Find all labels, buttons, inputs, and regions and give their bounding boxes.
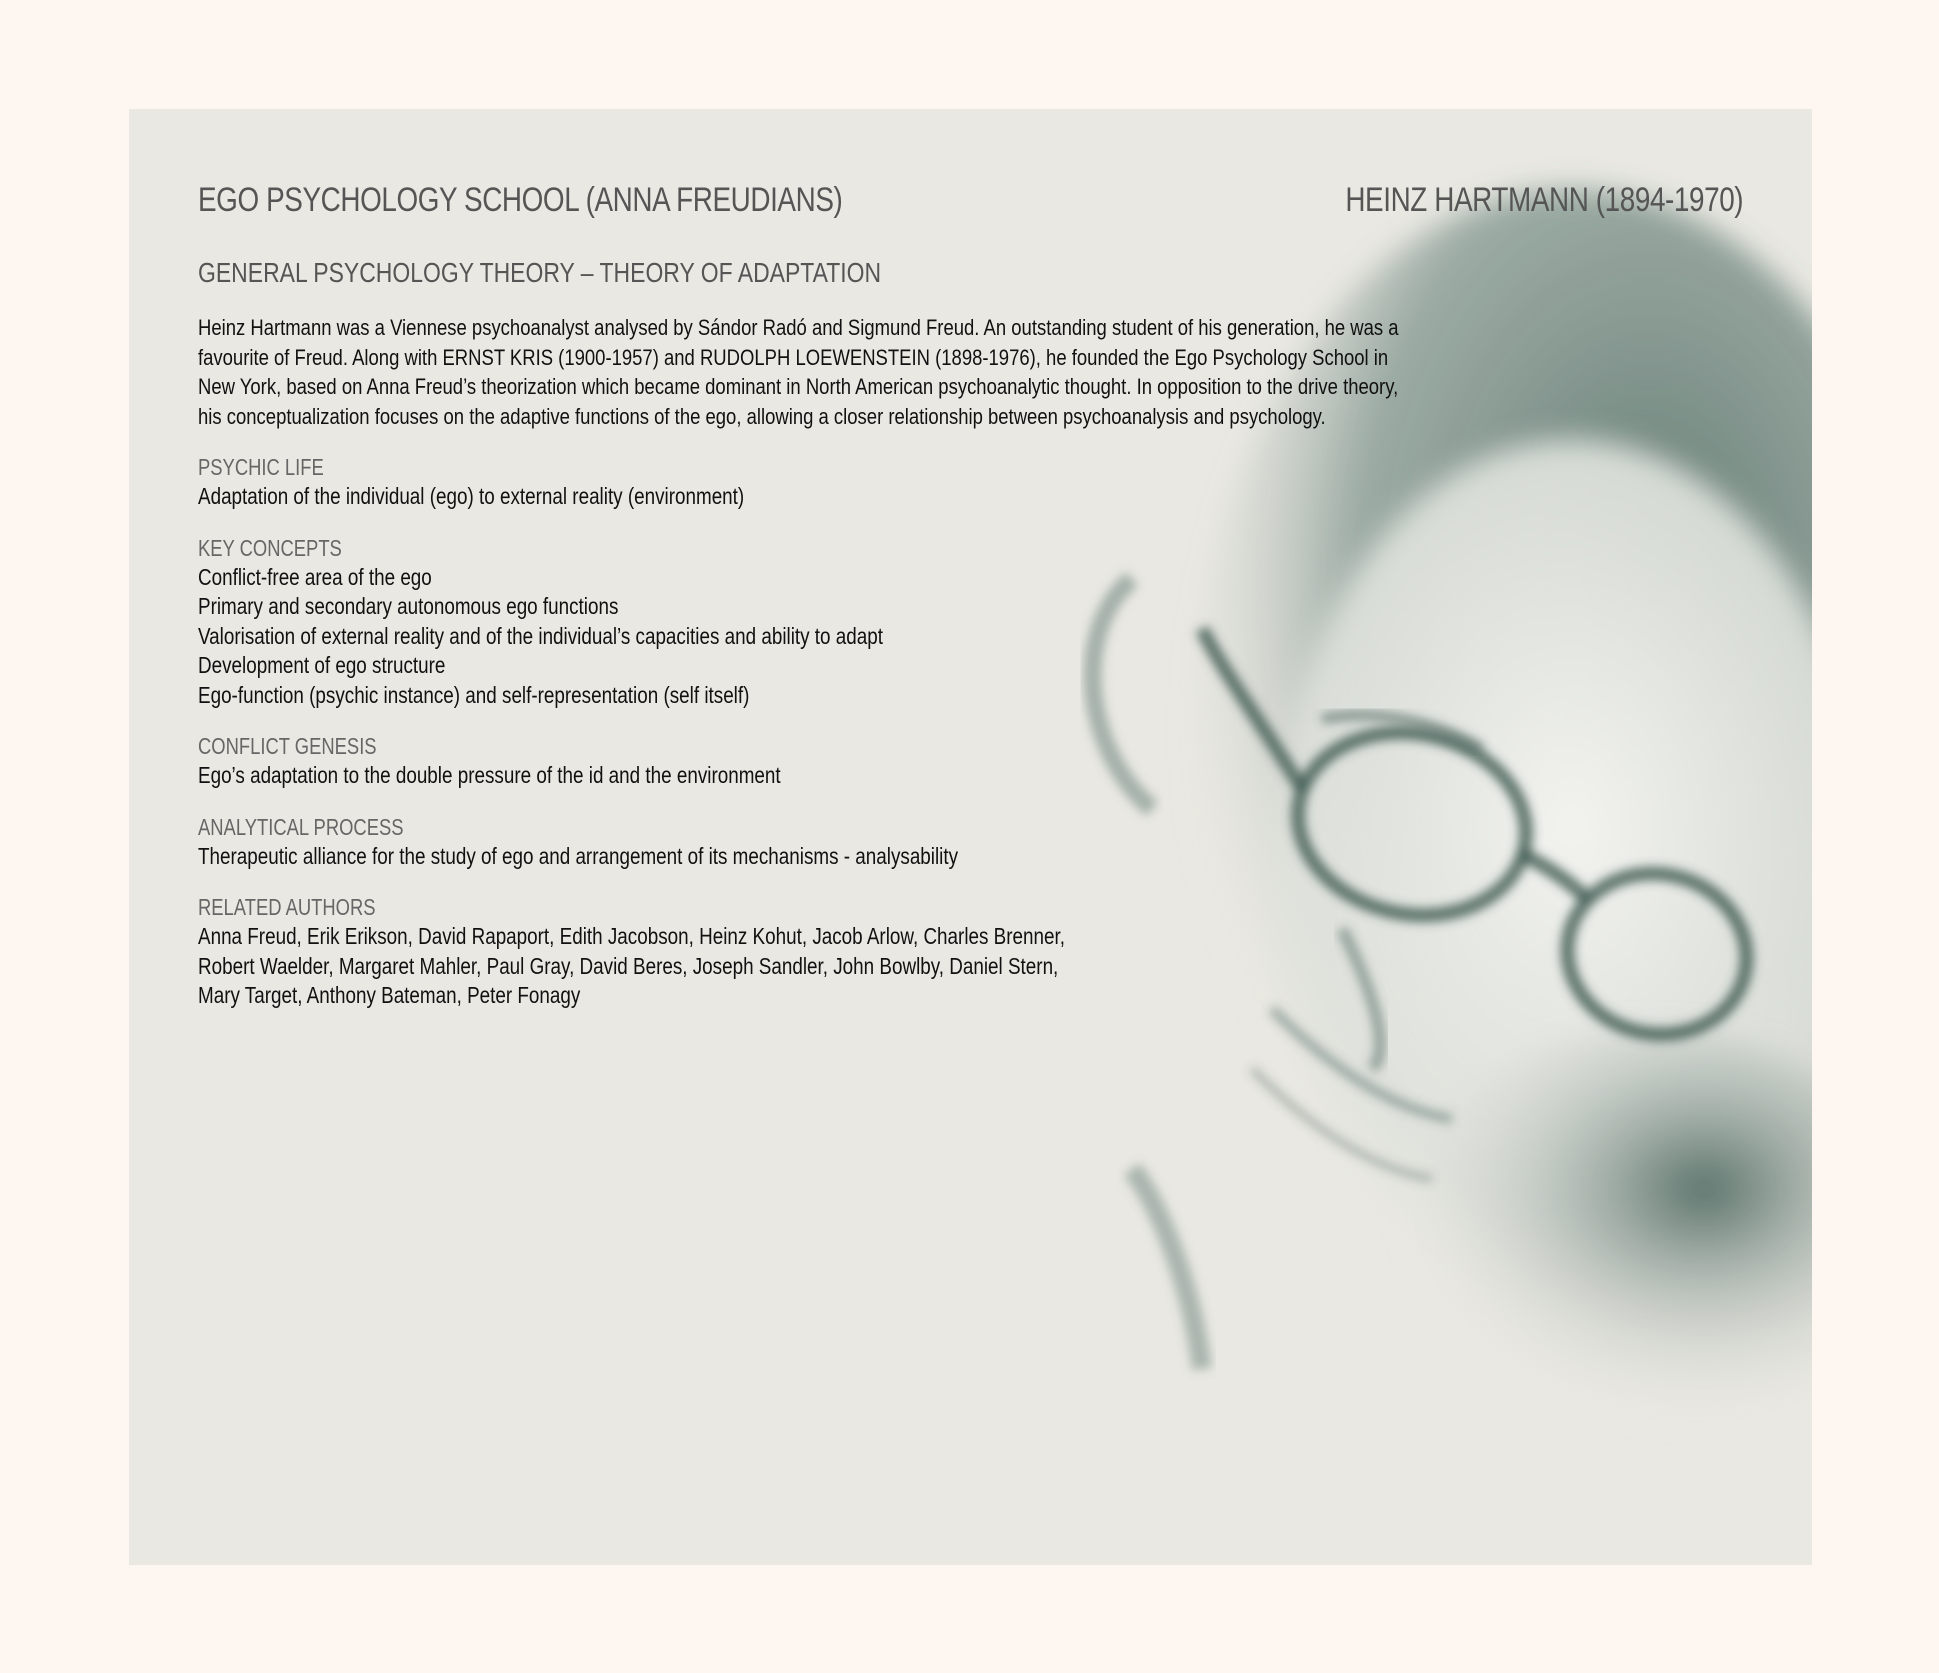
section-label: ANALYTICAL PROCESS [198,813,404,840]
intro-paragraph: Heinz Hartmann was a Viennese psychoanalyst analysed by Sándor Radó and Sigmund Freud. An outstanding student of his generation, he was a favourite of Freud. Along with ERNST KRIS (1900-1957) and RUDOLPH LOEWENSTEIN (1898-1976), he founded the Ego Psychology School in New York, based on Anna Freud’s theorization which became dominant in North American psychoanalytic thought. In opposition to the drive theory, his conceptualization focuses on the adaptive functions of the ego, allowing a closer relationship between psychoanalysis and psychology. [198,315,1399,429]
section-label: CONFLICT GENESIS [198,733,377,759]
section-line: Ego’s adaptation to the double pressure of the id and the environment [198,762,781,788]
section-line: Valorisation of external reality and of the individual’s capacities and ability to adapt [198,622,883,649]
content-panel [129,109,1812,1565]
section-line: Adaptation of the individual (ego) to external reality (environment) [198,483,745,509]
school-title: EGO PSYCHOLOGY SCHOOL (ANNA FREUDIANS) [198,181,843,219]
section-line: Primary and secondary autonomous ego functions [198,593,619,619]
section-label: PSYCHIC LIFE [198,454,324,480]
section-conflict-genesis [198,732,1743,791]
section-line: Development of ego structure [198,652,446,678]
section-line: Conflict-free area of the ego [198,563,432,590]
section-psychic-life [198,453,1743,512]
related-authors-list: Anna Freud, Erik Erikson, David Rapaport, Edith Jacobson, Heinz Kohut, Jacob Arlow, Charles Brenner, Robert Waelder, Margaret Mahler, Paul Gray, David Beres, Joseph Sandler, John Bowlby, Daniel Stern, Mary Target, Anthony Bateman, Peter Fonagy [198,923,1065,1008]
section-label: RELATED AUTHORS [198,894,376,920]
section-related-authors [198,893,1743,1011]
header-row [198,169,1743,235]
theory-subtitle: GENERAL PSYCHOLOGY THEORY – THEORY OF ADAPTATION [198,257,882,288]
section-key-concepts [198,534,1743,711]
section-analytical-process [198,813,1743,872]
author-title: HEINZ HARTMANN (1894-1970) [1345,181,1743,219]
section-line: Therapeutic alliance for the study of ego and arrangement of its mechanisms - analysability [198,842,959,869]
document-content [198,169,1743,1011]
section-line: Ego-function (psychic instance) and self-representation (self itself) [198,681,750,708]
section-label: KEY CONCEPTS [198,534,342,561]
